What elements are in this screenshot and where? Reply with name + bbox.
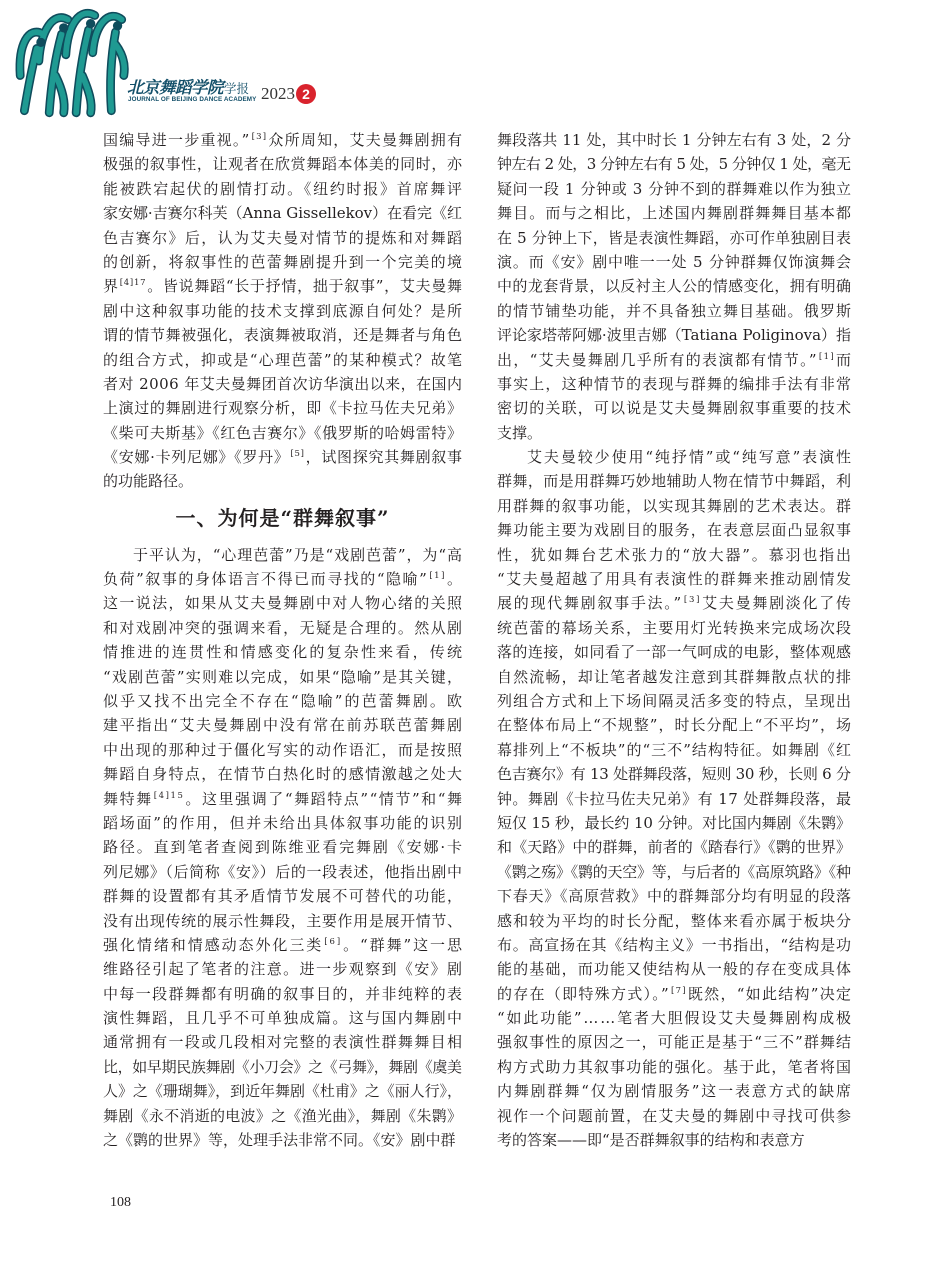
paragraph xyxy=(497,445,851,1152)
citation-superscript: [7] xyxy=(671,985,687,996)
text-run: 和《天路》中的群舞，前者的《踏春行》《鹮的世界》 xyxy=(497,838,852,857)
text-line xyxy=(103,933,462,957)
text-line xyxy=(497,957,851,981)
line-content xyxy=(103,274,463,298)
text-line xyxy=(103,1079,462,1103)
text-run: 。“群舞”这一思 xyxy=(343,935,464,954)
line-content xyxy=(103,421,463,445)
text-line xyxy=(103,787,462,811)
text-line xyxy=(103,1006,462,1030)
text-line xyxy=(497,152,851,176)
dancers-logo-icon xyxy=(14,3,130,119)
line-content xyxy=(497,787,851,811)
line-content xyxy=(497,616,852,640)
text-run: 《安娜·卡列尼娜》《罗丹》 xyxy=(103,448,290,467)
text-line xyxy=(497,738,851,762)
journal-title xyxy=(127,74,249,98)
text-run: 强化情绪和情感动态外化三类 xyxy=(103,935,324,954)
line-content xyxy=(103,982,463,1006)
text-line xyxy=(103,396,462,420)
text-run: 似乎又找不出完全不存在“隐喻”的芭蕾舞剧。欧 xyxy=(103,692,465,710)
citation-superscript: [3] xyxy=(683,595,702,606)
text-line xyxy=(497,323,851,347)
text-run: 者对 2006 年艾夫曼舞团首次访华演出以来，在国内 xyxy=(103,374,463,393)
text-run: 的情节铺垫功能，并不具备独立舞目基础。俄罗斯 xyxy=(497,301,853,320)
text-run: 的功能路径。 xyxy=(103,472,194,491)
text-run: 建平指出“艾夫曼舞剧中没有常在前苏联芭蕾舞剧 xyxy=(103,716,464,735)
line-content xyxy=(497,543,853,567)
text-run: 在 5 分钟上下，皆是表演性舞蹈，亦可作单独剧目表 xyxy=(497,228,852,247)
text-run: 舞剧《永不消逝的电波》之《渔光曲》，舞剧《朱鹮》 xyxy=(103,1106,463,1125)
line-content xyxy=(103,811,464,835)
text-line xyxy=(103,445,462,469)
journal-name-calligraphy: 北京舞蹈学院 xyxy=(127,78,223,97)
text-run: 维路径引起了笔者的注意。进一步观察到《安》剧 xyxy=(103,960,464,979)
line-content xyxy=(103,860,463,884)
text-run: 和对戏剧冲突的强调来看，无疑是合理的。然从剧 xyxy=(103,618,464,637)
line-content xyxy=(497,128,851,152)
line-content xyxy=(103,787,464,811)
text-line xyxy=(497,274,851,298)
text-run: 舞功能主要为戏剧目的服务，在表意层面凸显叙事 xyxy=(497,521,853,540)
line-content xyxy=(103,591,463,615)
page-number: 108 xyxy=(110,1195,131,1210)
text-line xyxy=(497,689,851,713)
line-content xyxy=(497,909,852,933)
line-content xyxy=(103,1079,462,1103)
text-run: “戏剧芭蕾”实则难以完成，如果“隐喻”是其关键， xyxy=(103,667,464,686)
citation-superscript: [4]17 xyxy=(119,278,147,289)
text-run: 内舞剧群舞“仅为剧情服务”这一表意方式的缺席 xyxy=(497,1082,853,1101)
line-content xyxy=(527,445,853,469)
text-run: 家安娜·吉赛尔科芙（Anna Gissellekov）在看完《红 xyxy=(103,204,462,223)
line-content xyxy=(103,689,464,713)
text-run: 蹈场面”的作用，但并未给出具体叙事功能的识别 xyxy=(103,813,464,832)
text-run: 事实上，这种情节的表现与群舞的编排手法有非常 xyxy=(497,374,853,393)
text-run: 幕排列上“不板块”的“三不”结构特征。如舞剧《红 xyxy=(497,740,853,759)
issue-year: 2023 xyxy=(261,84,295,103)
text-line xyxy=(497,884,851,908)
text-run: 《鹮之殇》《鹮的天空》等，与后者的《高原筑路》《种 xyxy=(497,862,851,881)
line-content xyxy=(497,494,852,518)
line-content xyxy=(103,201,462,225)
line-content xyxy=(497,1006,853,1030)
text-run: 极强的叙事性，让观者在欣赏舞蹈本体美的同时，亦 xyxy=(103,155,463,174)
text-run: 自然流畅，却让笔者越发注意到其群舞散点状的排 xyxy=(497,667,853,686)
line-content xyxy=(103,762,463,786)
text-line xyxy=(103,738,462,762)
text-run: 通常拥有一段或几段相对完整的表演性群舞舞目相 xyxy=(103,1033,464,1052)
text-line xyxy=(497,567,851,591)
line-content xyxy=(497,860,851,884)
text-run: 短仅 15 秒，最长约 10 分钟。对比国内舞剧《朱鹮》 xyxy=(497,813,851,832)
text-run: 《柴可夫斯基》《红色吉赛尔》《俄罗斯的哈姆雷特》 xyxy=(103,423,463,442)
line-content xyxy=(497,884,852,908)
text-line xyxy=(497,616,851,640)
text-line xyxy=(103,909,462,933)
text-run: 谓的情节舞被强化，表演舞被取消，还是舞者与角色 xyxy=(103,326,463,345)
text-run: 中每一段群舞都有明确的叙事目的，并非纯粹的表 xyxy=(103,984,464,1003)
text-run: 钟。舞剧《卡拉马佐夫兄弟》有 17 处群舞段落，最 xyxy=(497,789,852,808)
text-run: 在整体布局上“不规整”，时长分配上“不平均”，场 xyxy=(497,716,853,735)
text-run: 下春天》《高原营救》中的群舞部分均有明显的段落 xyxy=(497,887,852,906)
line-content xyxy=(497,152,850,176)
text-run: 国编导进一步重视。” xyxy=(103,131,251,149)
line-content xyxy=(103,128,463,152)
text-run: 之《鹮的世界》等，处理手法非常不同。《安》剧中群 xyxy=(103,1131,456,1150)
line-content xyxy=(497,811,851,835)
line-content xyxy=(103,226,463,250)
text-run: 能的基础，而功能又使结构从一般的存在变成具体 xyxy=(497,960,853,979)
text-line xyxy=(497,421,851,445)
text-run: “艾夫曼超越了用具有表演性的群舞来推动剧情发 xyxy=(497,570,853,589)
text-line xyxy=(103,226,462,250)
text-run: 列组合方式和上下场间隔灵活多变的特点，呈现出 xyxy=(497,691,853,710)
text-run: 路径。直到笔者查阅到陈维亚看完舞剧《安娜·卡 xyxy=(103,838,464,857)
text-line xyxy=(103,274,462,298)
line-content xyxy=(103,348,463,372)
text-line xyxy=(103,299,462,323)
line-content xyxy=(103,738,463,762)
text-line xyxy=(497,299,851,323)
line-content xyxy=(103,445,463,469)
line-content xyxy=(497,1104,852,1128)
text-run: 列尼娜》（后简称《安》）后的一段表述，他指出剧中 xyxy=(103,862,463,881)
text-run: 视作一个问题前置，在艾夫曼的舞剧中寻找可供参 xyxy=(497,1106,853,1125)
text-run: 。皆说舞蹈“长于抒情，拙于叙事”，艾夫曼舞 xyxy=(147,277,463,296)
text-line xyxy=(103,811,462,835)
text-run: 中出现的那种过于僵化写实的动作语汇，而是按照 xyxy=(103,740,464,759)
text-run: 布。高宣扬在其《结构主义》一书指出，“结构是功 xyxy=(497,935,852,954)
text-run: 的存在（即特殊方式）。” xyxy=(497,984,671,1003)
text-line xyxy=(497,396,851,420)
line-content xyxy=(103,177,464,201)
text-line xyxy=(497,372,851,396)
text-run: 。这里强调了“舞蹈特点”“情节”和“舞 xyxy=(185,789,464,808)
text-run: 舞特舞 xyxy=(103,789,153,808)
text-run: 于平认为，“心理芭蕾”乃是“戏剧芭蕾”，为“高 xyxy=(133,545,463,564)
text-line xyxy=(103,884,462,908)
line-content xyxy=(497,1030,852,1054)
line-content xyxy=(103,1006,463,1030)
line-content xyxy=(497,957,852,981)
text-run: 艾夫曼较少使用“纯抒情”或“纯写意”表演性 xyxy=(527,448,853,467)
citation-superscript: [3] xyxy=(251,132,268,142)
line-content xyxy=(497,348,852,372)
text-run: 既然，“如此结构”决定 xyxy=(687,984,853,1003)
citation-superscript: [4]15 xyxy=(153,790,185,801)
text-line xyxy=(103,665,462,689)
text-line xyxy=(103,421,462,445)
line-content xyxy=(103,299,463,323)
text-run: 的创新，将叙事性的芭蕾舞剧提升到一个完美的境 xyxy=(103,252,464,271)
text-line xyxy=(497,713,851,737)
text-line xyxy=(497,1030,851,1054)
citation-superscript: [6] xyxy=(324,936,343,947)
line-content xyxy=(103,933,464,957)
text-line xyxy=(103,177,462,201)
text-line xyxy=(103,323,462,347)
line-content xyxy=(497,372,852,396)
text-line xyxy=(103,250,462,274)
text-run: 群舞的设置都有其矛盾情节发展不可替代的功能， xyxy=(103,887,464,906)
paragraph xyxy=(103,543,465,1153)
text-line xyxy=(497,348,851,372)
line-content xyxy=(497,323,851,347)
line-content xyxy=(103,1104,462,1128)
text-line xyxy=(103,762,462,786)
line-content xyxy=(497,640,851,664)
line-content xyxy=(103,1030,463,1054)
line-content xyxy=(497,982,852,1006)
citation-superscript: [1] xyxy=(818,351,835,362)
line-content xyxy=(497,469,851,493)
line-content xyxy=(497,738,852,762)
text-line xyxy=(103,201,462,225)
text-run: 演。而《安》剧中唯一一处 5 分钟群舞仅饰演舞会 xyxy=(497,252,852,271)
text-run: 落的连接，如同看了一部一气呵成的电影，整体观感 xyxy=(497,643,852,662)
text-run: 支撑。 xyxy=(497,423,543,442)
line-content xyxy=(497,1128,805,1152)
right-column xyxy=(497,128,851,1152)
text-line xyxy=(103,469,462,493)
line-content xyxy=(103,567,464,591)
text-run: “如此功能”……笔者大胆假设艾夫曼舞剧构成极 xyxy=(497,1009,853,1028)
text-run: 舞段落共 11 处，其中时长 1 分钟左右有 3 处，2 分 xyxy=(497,131,852,149)
text-line xyxy=(497,1055,851,1079)
text-run: 考的答案——即“是否群舞叙事的结构和表意方 xyxy=(497,1131,805,1150)
line-content xyxy=(103,957,463,981)
text-line xyxy=(497,201,851,225)
text-line xyxy=(497,909,851,933)
text-line xyxy=(497,835,851,859)
text-run: 用群舞的叙事功能，以实现其舞剧的艺术表达。群 xyxy=(497,496,853,515)
text-run: 舞目。而与之相比，上述国内舞剧群舞舞目基本都 xyxy=(497,204,853,223)
text-run: 界 xyxy=(103,277,119,296)
line-content xyxy=(103,1055,462,1079)
text-line xyxy=(497,933,851,957)
text-run: 这一说法，如果从艾夫曼舞剧中对人物心绪的关照 xyxy=(103,594,464,613)
text-run: 情推进的连贯性和情感变化的复杂性来看，传统 xyxy=(103,643,465,662)
text-line xyxy=(497,1079,851,1103)
text-line xyxy=(103,348,462,372)
paragraph-continued xyxy=(497,128,851,445)
text-line xyxy=(497,445,851,469)
text-run: 能被跌宕起伏的剧情打动。《纽约时报》首席舞评 xyxy=(103,179,464,198)
text-run: 上演过的舞剧进行观察分析，即《卡拉马佐夫兄弟》 xyxy=(103,399,463,418)
section-heading: 一、为何是“群舞叙事” xyxy=(175,505,390,530)
text-line xyxy=(103,1055,462,1079)
text-run: 展的现代舞剧叙事手法。” xyxy=(497,594,683,613)
text-line xyxy=(497,787,851,811)
line-content xyxy=(103,909,463,933)
journal-name-suffix: 学报 xyxy=(224,81,250,96)
text-run: 人》之《珊瑚舞》，到近年舞剧《杜甫》之《丽人行》， xyxy=(103,1082,462,1101)
line-content xyxy=(103,616,463,640)
line-content xyxy=(497,274,851,298)
text-line xyxy=(103,591,462,615)
journal-name-english: JOURNAL OF BEIJING DANCE ACADEMY xyxy=(128,96,257,103)
line-content xyxy=(103,835,464,859)
text-line xyxy=(497,640,851,664)
line-content xyxy=(497,226,851,250)
text-run: 疑问一段 1 分钟或 3 分钟不到的群舞难以作为独立 xyxy=(497,179,852,198)
text-run: ，试图探究其舞剧叙事 xyxy=(305,448,463,467)
text-run: 密切的关联，可以说是艾夫曼舞剧叙事重要的技术 xyxy=(497,399,853,418)
line-content xyxy=(497,591,853,615)
left-column xyxy=(103,128,465,1152)
line-content xyxy=(497,665,852,689)
line-content xyxy=(497,177,852,201)
line-content xyxy=(497,421,542,445)
line-content xyxy=(497,762,851,786)
text-line xyxy=(497,665,851,689)
text-line xyxy=(497,226,851,250)
text-line xyxy=(497,1104,851,1128)
line-content xyxy=(103,396,463,420)
text-line xyxy=(497,128,851,152)
text-line xyxy=(497,494,851,518)
line-content xyxy=(103,469,193,493)
text-run: 构方式助力其叙事功能的强化。基于此，笔者将国 xyxy=(497,1057,853,1076)
paragraph-continued xyxy=(103,128,462,494)
text-run: 强叙事性的原因之一，可能正是基于“三不”群舞结 xyxy=(497,1033,853,1052)
text-run: 感和较为平均的时长分配，整体来看亦属于板块分 xyxy=(497,911,853,930)
text-line xyxy=(103,640,465,664)
text-run: 评论家塔蒂阿娜·波里吉娜（Tatiana Poliginova）指 xyxy=(497,326,851,345)
text-line xyxy=(103,567,462,591)
text-line xyxy=(103,957,462,981)
text-line xyxy=(103,616,462,640)
line-content xyxy=(497,689,852,713)
line-content xyxy=(497,933,852,957)
text-line xyxy=(497,543,851,567)
line-content xyxy=(103,1128,456,1152)
line-content xyxy=(497,835,851,859)
line-content xyxy=(103,152,463,176)
text-run: 舞蹈自身特点，在情节白热化时的感情激越之处大 xyxy=(103,765,464,784)
text-line xyxy=(497,469,851,493)
text-line xyxy=(497,177,851,201)
line-content xyxy=(497,396,852,420)
line-content xyxy=(497,299,852,323)
text-run: 众所周知，艾夫曼舞剧拥有 xyxy=(268,131,464,149)
text-run: 比，如早期民族舞剧《小刀会》之《弓舞》，舞剧《虞美 xyxy=(103,1057,462,1076)
text-run: 钟左右 2 处，3 分钟左右有 5 处，5 分钟仅 1 处，毫无 xyxy=(497,155,851,174)
text-line xyxy=(103,982,462,1006)
text-run: 色吉赛尔》有 13 处群舞段落，短则 30 秒，长则 6 分 xyxy=(497,765,851,784)
line-content xyxy=(103,640,464,664)
line-content xyxy=(497,1055,852,1079)
text-line xyxy=(497,860,851,884)
line-content xyxy=(103,713,464,737)
text-run: 统芭蕾的幕场关系，主要用灯光转换来完成场次段 xyxy=(497,618,853,637)
text-run: 没有出现传统的展示性舞段，主要作用是展开情节、 xyxy=(103,911,463,930)
line-content xyxy=(497,567,853,591)
line-content xyxy=(103,665,463,689)
line-content xyxy=(497,1079,853,1103)
text-run: 而 xyxy=(835,350,853,369)
text-line xyxy=(103,372,462,396)
text-run: 负荷”叙事的身体语言不得已而寻找的“隐喻” xyxy=(103,570,429,589)
text-line xyxy=(497,762,851,786)
text-line xyxy=(103,1104,462,1128)
text-line xyxy=(103,713,462,737)
text-run: 中的龙套背景，以反衬主人公的情感变化，拥有明确 xyxy=(497,277,852,296)
text-run: 出，“艾夫曼舞剧几乎所有的表演都有情节。” xyxy=(497,350,818,369)
line-content xyxy=(497,250,852,274)
text-line xyxy=(497,250,851,274)
citation-superscript: [5] xyxy=(290,449,305,460)
text-run: 色吉赛尔》后，认为艾夫曼对情节的提炼和对舞蹈 xyxy=(103,228,464,247)
text-line xyxy=(103,152,462,176)
issue-number-badge: 2 xyxy=(296,84,316,104)
text-run: 性，犹如舞台艺术张力的“放大器”。慕羽也指出 xyxy=(497,545,853,564)
line-content xyxy=(103,250,463,274)
text-run: 剧中这种叙事功能的技术支撑到底源自何处？是所 xyxy=(103,301,464,320)
text-line xyxy=(103,128,462,152)
line-content xyxy=(497,713,852,737)
line-content xyxy=(497,201,852,225)
text-line xyxy=(497,518,851,542)
text-line xyxy=(497,1128,851,1152)
text-line xyxy=(497,982,851,1006)
text-line xyxy=(103,1030,462,1054)
citation-superscript: [1] xyxy=(429,571,446,582)
text-line xyxy=(103,543,462,567)
text-line xyxy=(497,591,851,615)
text-line xyxy=(103,1128,462,1152)
text-line xyxy=(103,689,465,713)
text-run: 群舞，而是用群舞巧妙地辅助人物在情节中舞蹈，利 xyxy=(497,472,852,491)
line-content xyxy=(497,518,852,542)
line-content xyxy=(103,884,463,908)
text-run: 艾夫曼舞剧淡化了传 xyxy=(702,594,853,613)
text-run: 。 xyxy=(446,570,464,589)
line-content xyxy=(103,372,462,396)
text-run: 演性舞蹈，且几乎不可单独成篇。这与国内舞剧中 xyxy=(103,1009,464,1028)
line-content xyxy=(103,323,463,347)
line-content xyxy=(133,543,463,567)
text-line xyxy=(103,835,462,859)
text-line xyxy=(497,811,851,835)
text-run: 的组合方式，抑或是“心理芭蕾”的某种模式？故笔 xyxy=(103,350,464,369)
text-line xyxy=(103,860,462,884)
text-line xyxy=(497,1006,851,1030)
